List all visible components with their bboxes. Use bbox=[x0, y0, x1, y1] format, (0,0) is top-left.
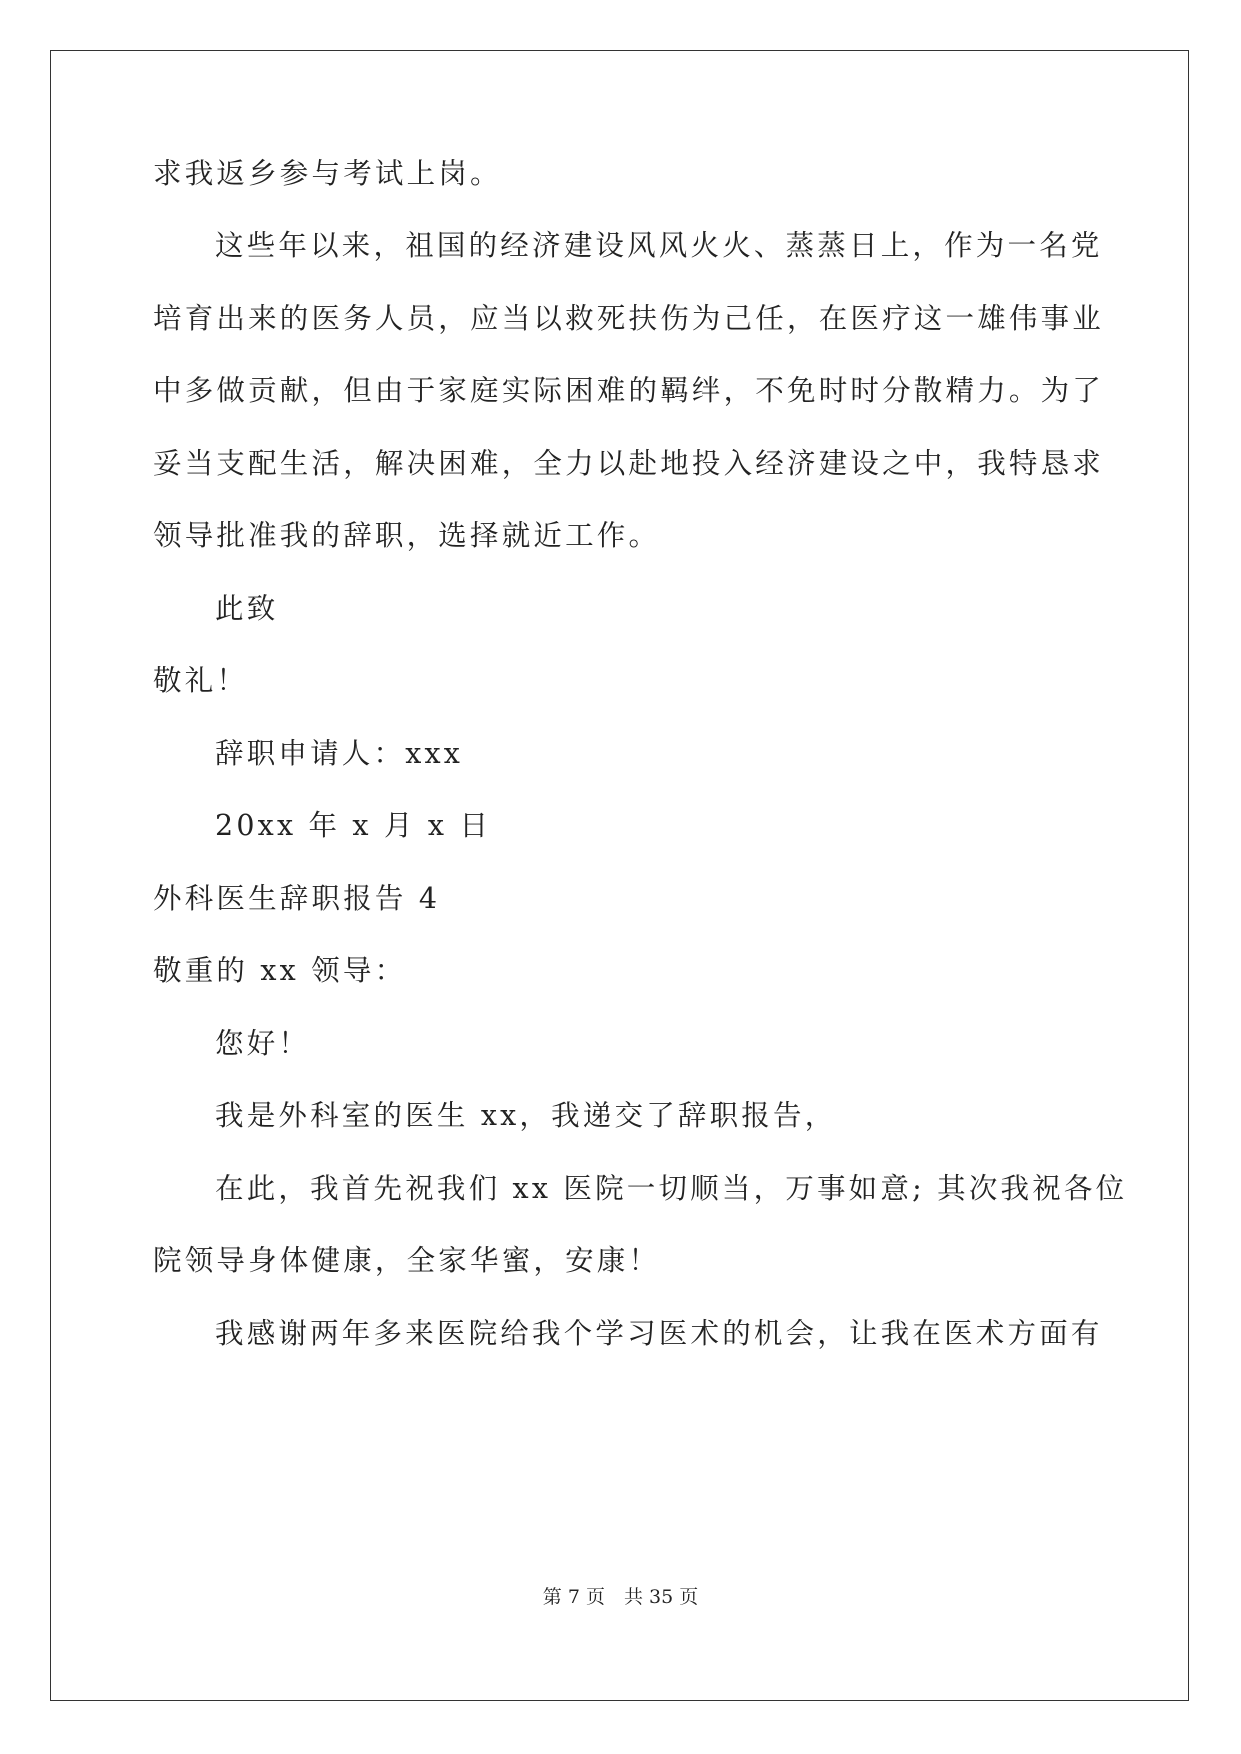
text-line: 院领导身体健康，全家华蜜，安康！ bbox=[153, 1244, 661, 1277]
paragraph-first-line: 在此，我首先祝我们 xx 医院一切顺当，万事如意; 其次我祝各位 bbox=[215, 1172, 1128, 1205]
paragraph-first-line: 我感谢两年多来医院给我个学习医术的机会，让我在医术方面有 bbox=[215, 1317, 1103, 1350]
greeting: 您好！ bbox=[215, 1027, 311, 1060]
page-footer: 第 7 页 共 35 页 bbox=[542, 1586, 699, 1608]
closing-salutation: 此致 bbox=[215, 592, 279, 625]
greeting-recipient: 敬重的 xx 领导： bbox=[153, 954, 407, 987]
closing-regards: 敬礼！ bbox=[153, 664, 249, 697]
text-line: 中多做贡献，但由于家庭实际困难的羁绊，不免时时分散精力。为了 bbox=[153, 374, 1105, 407]
paragraph-first-line: 我是外科室的医生 xx，我递交了辞职报告， bbox=[215, 1099, 837, 1132]
text-line: 求我返乡参与考试上岗。 bbox=[153, 157, 502, 190]
text-line: 培育出来的医务人员，应当以救死扶伤为己任，在医疗这一雄伟事业 bbox=[153, 302, 1105, 335]
text-line: 领导批准我的辞职，选择就近工作。 bbox=[153, 519, 661, 552]
section-title: 外科医生辞职报告 4 bbox=[153, 882, 441, 915]
text-line: 妥当支配生活，解决困难，全力以赴地投入经济建设之中，我特恳求 bbox=[153, 447, 1105, 480]
signature-date: 20xx 年 x 月 x 日 bbox=[215, 809, 492, 842]
page-border bbox=[50, 50, 1189, 1701]
paragraph-first-line: 这些年以来，祖国的经济建设风风火火、蒸蒸日上，作为一名党 bbox=[215, 229, 1103, 262]
signature-applicant: 辞职申请人：xxx bbox=[215, 737, 464, 770]
